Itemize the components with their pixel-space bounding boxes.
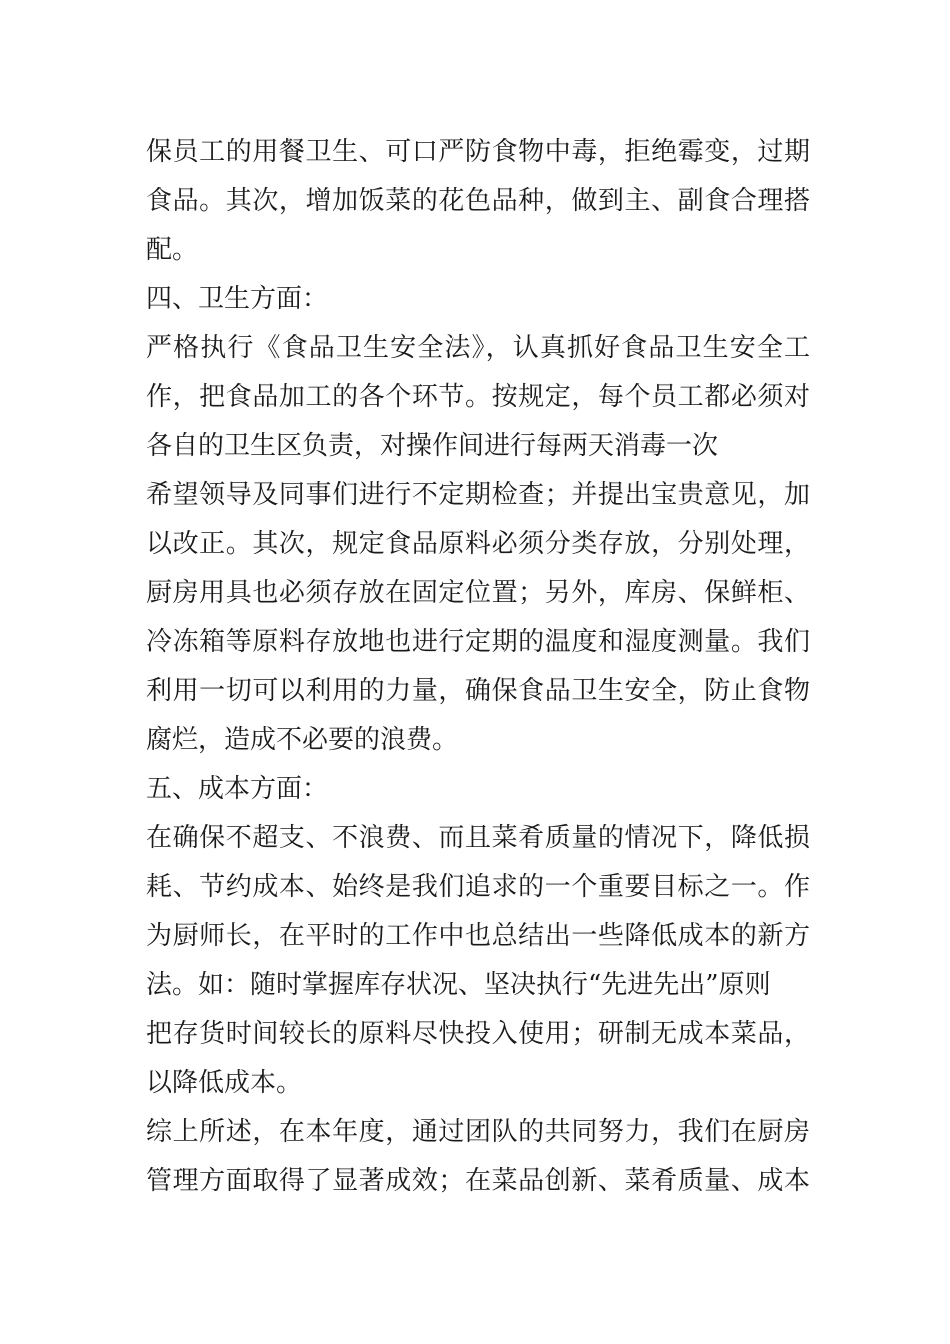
paragraph-cost-control — [146, 814, 810, 1108]
text-line: 在确保不超支、不浪费、而且菜肴质量的情况下，降低损 — [146, 823, 810, 853]
text-line: 耗、节约成本、始终是我们追求的一个重要目标之一。作 — [146, 872, 810, 902]
text-line: 为厨师长，在平时的工作中也总结出一些降低成本的新方 — [146, 921, 810, 951]
paragraph-food-safety-law — [146, 324, 810, 471]
document-body — [146, 128, 810, 1206]
text-line: 厨房用具也必须存放在固定位置；另外，库房、保鲜柜、 — [146, 578, 810, 608]
text-line: 保员工的用餐卫生、可口严防食物中毒，拒绝霉变，过期 — [146, 137, 810, 167]
text-line: 严格执行《食品卫生安全法》，认真抓好食品卫生安全工 — [146, 333, 810, 363]
text-line: 配。 — [146, 235, 199, 265]
text-line: 把存货时间较长的原料尽快投入使用；研制无成本菜品， — [146, 1019, 810, 1049]
text-line: 冷冻箱等原料存放地也进行定期的温度和湿度测量。我们 — [146, 627, 810, 657]
text-line: 希望领导及同事们进行不定期检查；并提出宝贵意见，加 — [146, 480, 810, 510]
text-line: 以改正。其次，规定食品原料必须分类存放，分别处理， — [146, 529, 810, 559]
paragraph-meal-hygiene — [146, 128, 810, 275]
text-line: 以降低成本。 — [146, 1068, 303, 1098]
section-heading-cost: 五、成本方面： — [146, 774, 329, 804]
text-line: 利用一切可以利用的力量，确保食品卫生安全，防止食物 — [146, 676, 810, 706]
text-line: 各自的卫生区负责，对操作间进行每两天消毒一次 — [146, 431, 719, 461]
text-line: 法。如：随时掌握库存状况、坚决执行“先进先出”原则 — [146, 970, 771, 1000]
text-line: 综上所述，在本年度，通过团队的共同努力，我们在厨房 — [146, 1117, 810, 1147]
text-line: 腐烂，造成不必要的浪费。 — [146, 725, 459, 755]
text-line: 食品。其次，增加饭菜的花色品种，做到主、副食合理搭 — [146, 186, 810, 216]
paragraph-summary — [146, 1108, 810, 1206]
paragraph-inspection-storage — [146, 471, 810, 765]
text-line: 作，把食品加工的各个环节。按规定，每个员工都必须对 — [146, 382, 810, 412]
section-heading-hygiene: 四、卫生方面： — [146, 284, 329, 314]
text-line: 管理方面取得了显著成效；在菜品创新、菜肴质量、成本 — [146, 1166, 810, 1196]
